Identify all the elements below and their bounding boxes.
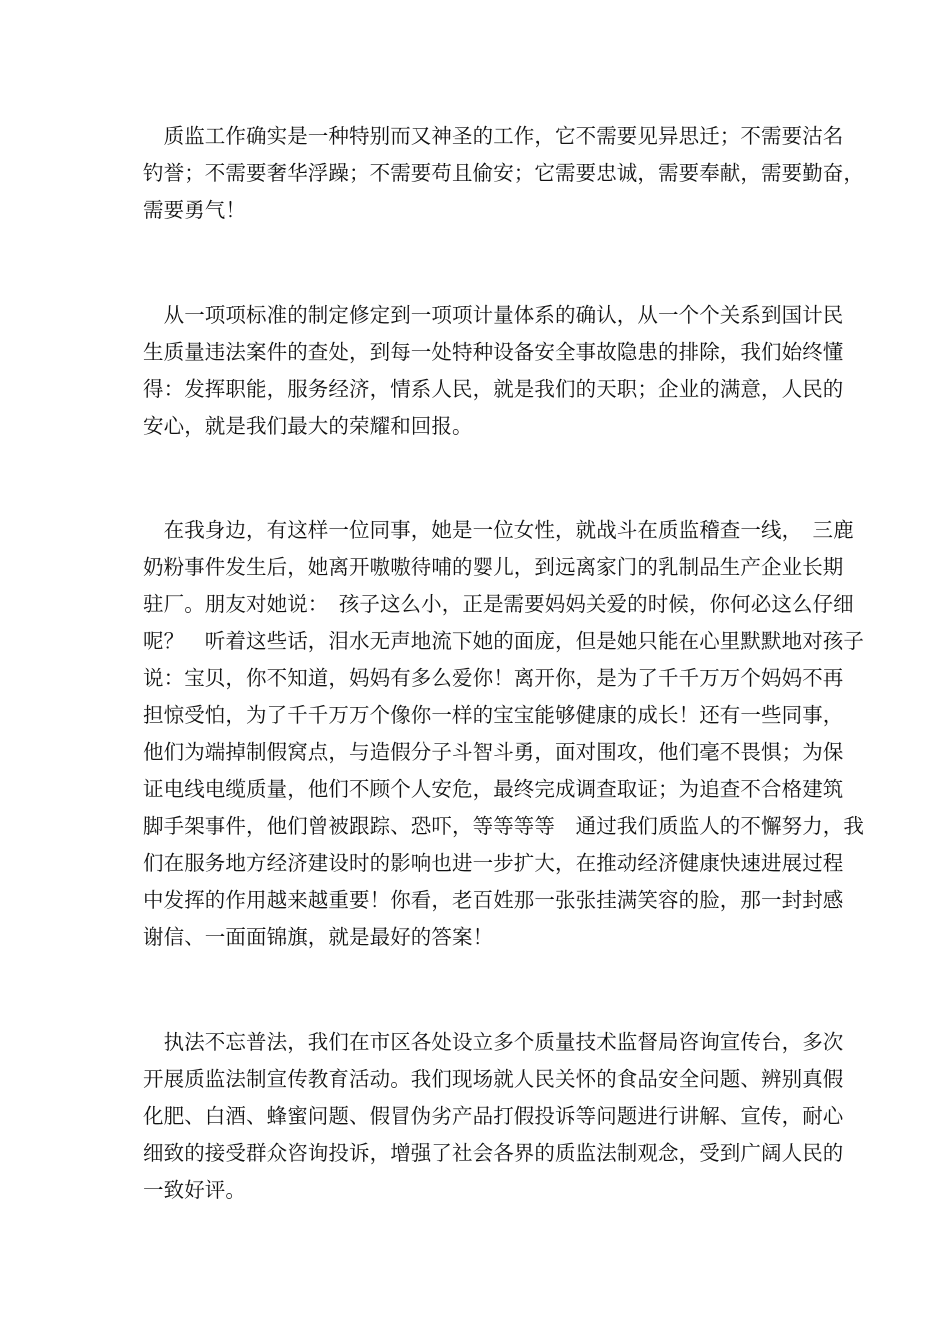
paragraph-line: 说：宝贝，你不知道，妈妈有多么爱你！离开你，是为了千千万万个妈妈不再 [143,666,844,690]
paragraph-line: 中发挥的作用越来越重要！你看，老百姓那一张张挂满笑容的脸，那一封封感 [143,888,844,912]
paragraph-line: 在我身边，有这样一位同事，她是一位女性，就战斗在质监稽查一线， 三鹿 [143,518,854,542]
paragraph-line: 脚手架事件，他们曾被跟踪、恐吓，等等等等 通过我们质监人的不懈努力，我 [143,814,864,838]
paragraph-line: 钓誉；不需要奢华浮躁；不需要苟且偷安；它需要忠诚，需要奉献，需要勤奋， [143,161,864,185]
paragraph-line: 谢信、一面面锦旗，就是最好的答案！ [143,925,494,949]
paragraph-line: 需要勇气！ [143,198,246,222]
paragraph-line: 开展质监法制宣传教育活动。我们现场就人民关怀的食品安全问题、辨别真假 [143,1067,844,1091]
paragraph-line: 们在服务地方经济建设时的影响也进一步扩大，在推动经济健康快速进展过程 [143,851,844,875]
paragraph-line: 从一项项标准的制定修定到一项项计量体系的确认，从一个个关系到国计民 [143,303,844,327]
paragraph-line: 奶粉事件发生后，她离开嗷嗷待哺的婴儿，到远离家门的乳制品生产企业长期 [143,555,844,579]
paragraph-line: 一致好评。 [143,1178,246,1202]
paragraph-line: 安心，就是我们最大的荣耀和回报。 [143,414,473,438]
paragraph-line: 得：发挥职能，服务经济，情系人民，就是我们的天职；企业的满意，人民的 [143,377,844,401]
paragraph-line: 驻厂。朋友对她说： 孩子这么小，正是需要妈妈关爱的时候，你何必这么仔细 [143,592,854,616]
paragraph-line: 质监工作确实是一种特别而又神圣的工作，它不需要见异思迁；不需要沽名 [143,124,844,148]
paragraph-line: 细致的接受群众咨询投诉，增强了社会各界的质监法制观念，受到广阔人民的 [143,1141,844,1165]
paragraph-line: 担惊受怕，为了千千万万个像你一样的宝宝能够健康的成长！还有一些同事， [143,703,844,727]
paragraph-line: 他们为端掉制假窝点，与造假分子斗智斗勇，面对围攻，他们毫不畏惧；为保 [143,740,844,764]
paragraph-line: 证电线电缆质量，他们不顾个人安危，最终完成调查取证；为追查不合格建筑 [143,777,844,801]
paragraph-line: 化肥、白酒、蜂蜜问题、假冒伪劣产品打假投诉等问题进行讲解、宣传，耐心 [143,1104,844,1128]
paragraph-line: 生质量违法案件的查处，到每一处特种设备安全事故隐患的排除，我们始终懂 [143,340,844,364]
paragraph-line: 呢？ 听着这些话，泪水无声地流下她的面庞，但是她只能在心里默默地对孩子 [143,629,864,653]
paragraph-line: 执法不忘普法，我们在市区各处设立多个质量技术监督局咨询宣传台，多次 [143,1030,844,1054]
